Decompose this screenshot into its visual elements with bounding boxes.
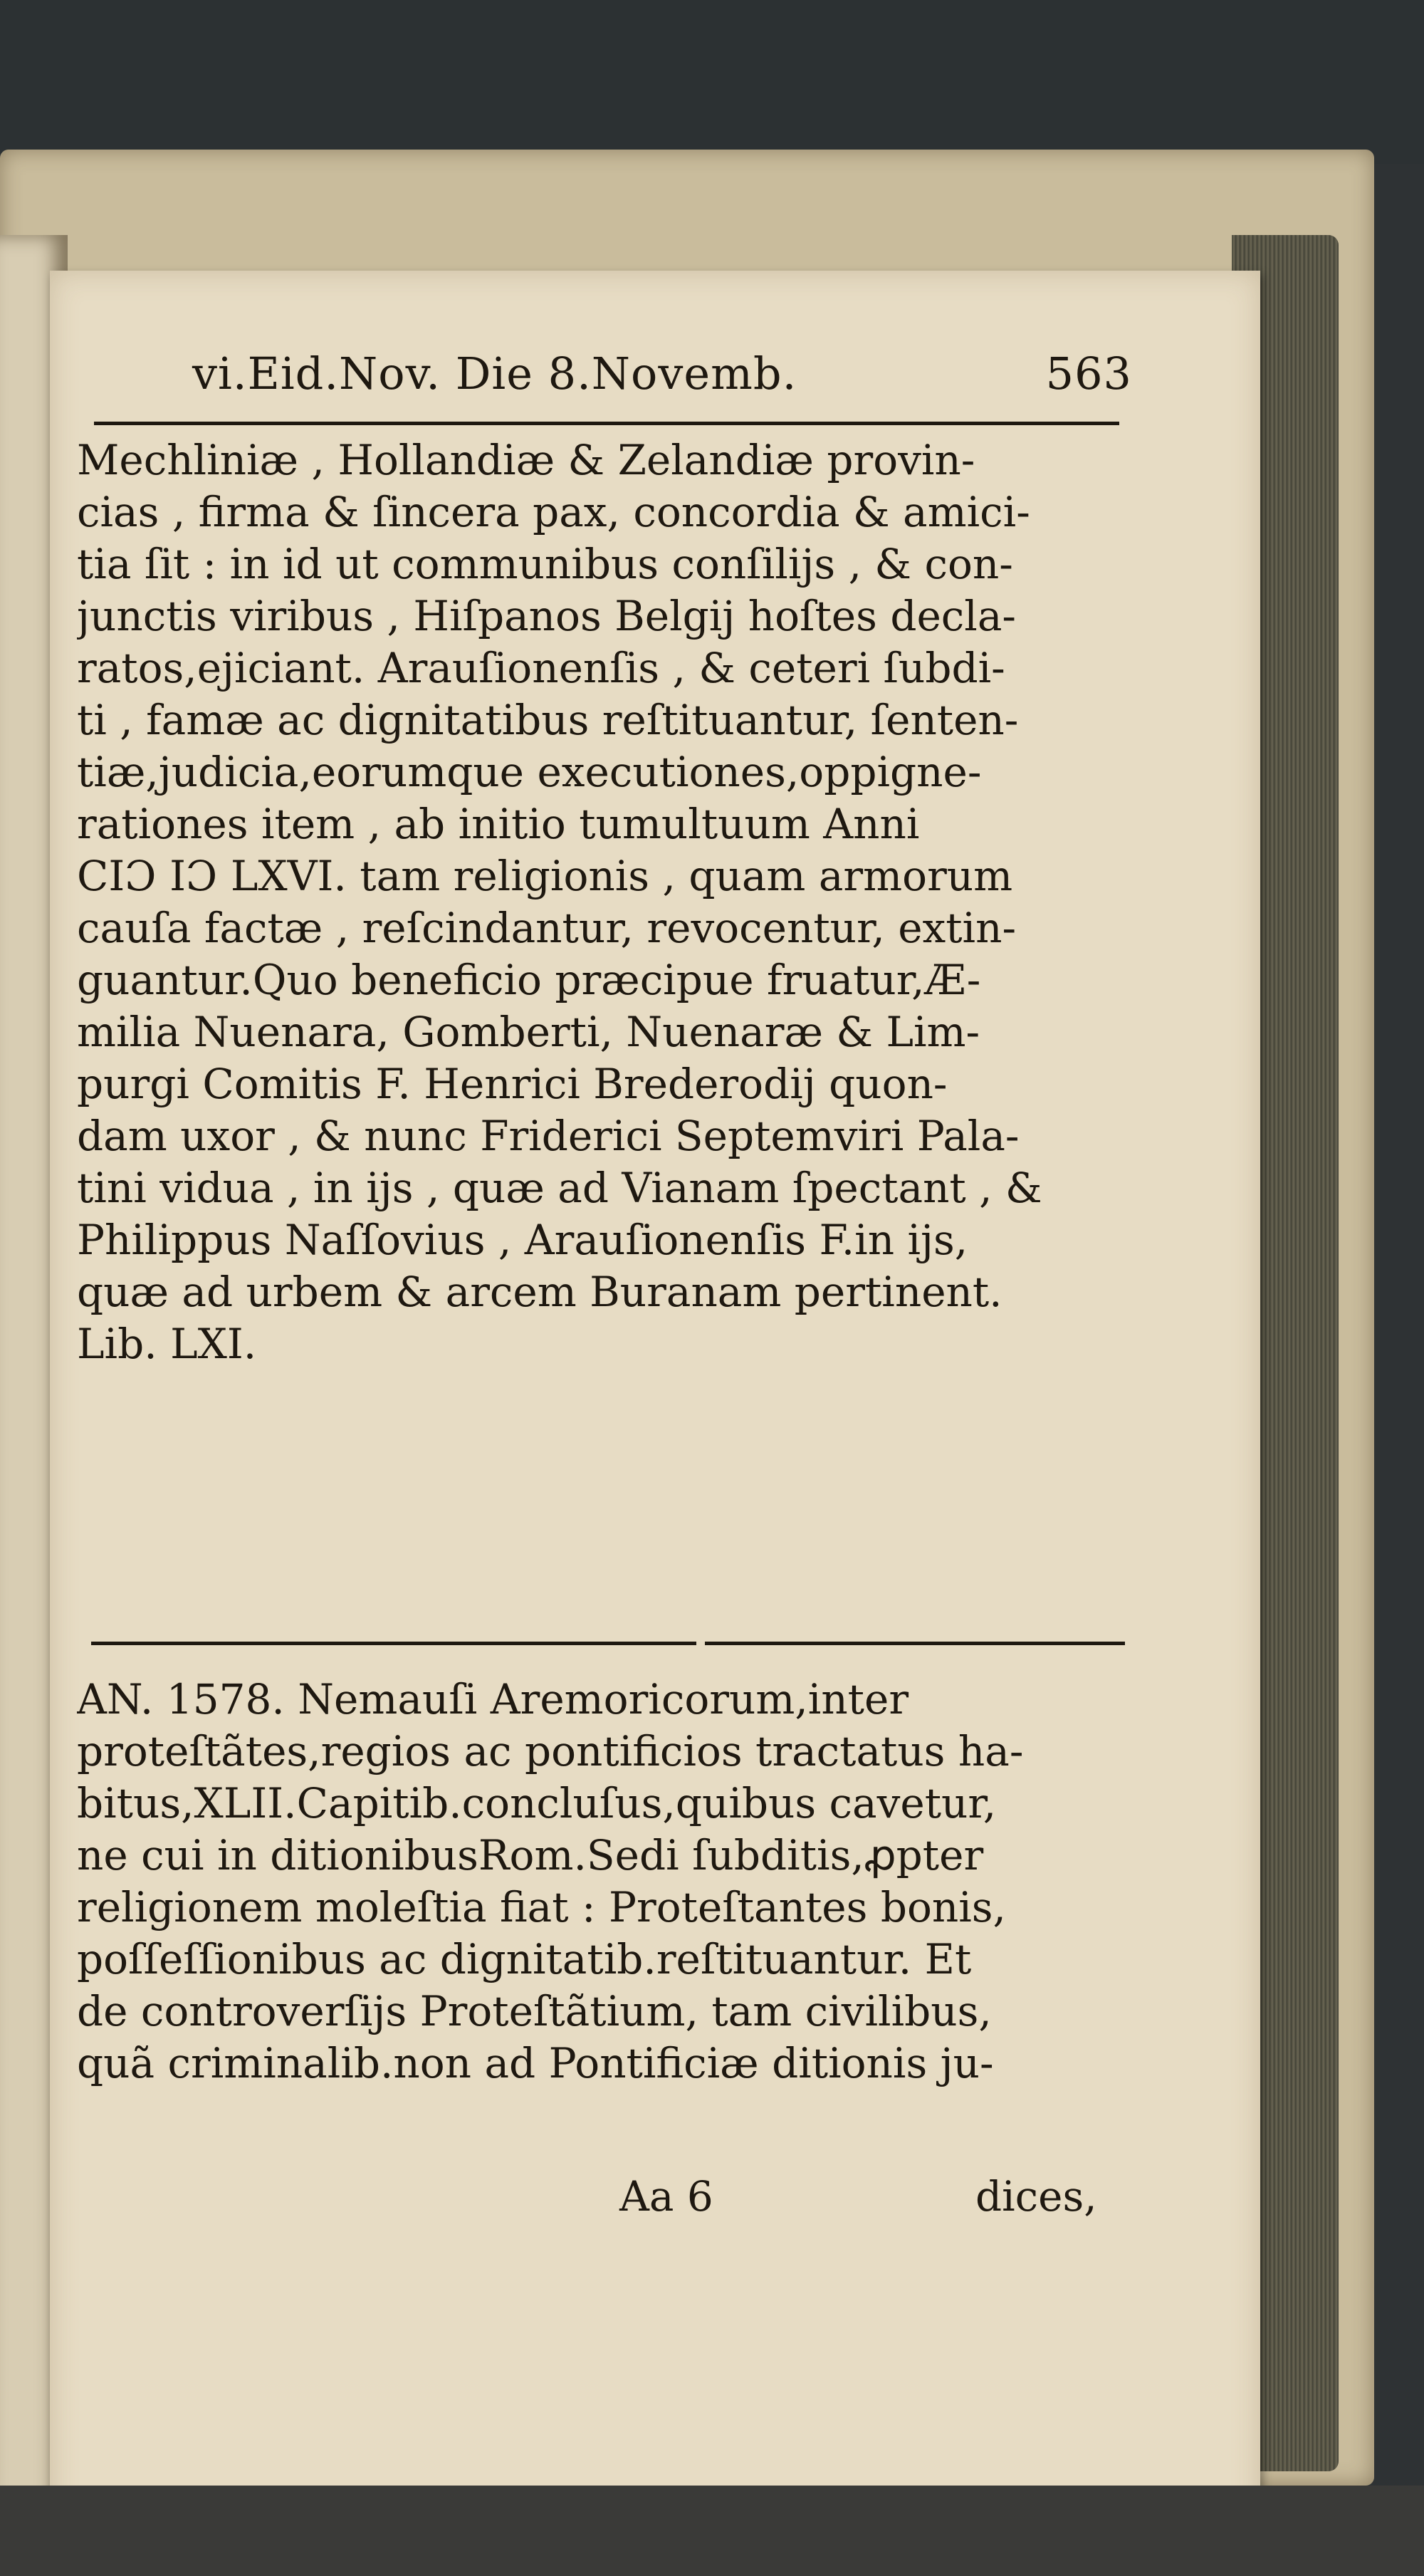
text-line: proteſtãtes,regios ac pontificios tractatus ha- (77, 1727, 1024, 1775)
section-divider-left (91, 1642, 696, 1645)
text-line: Mechliniæ , Hollandiæ & Zelandiæ provin- (77, 436, 975, 484)
text-line: quæ ad urbem & arcem Buranam pertinent. (77, 1268, 1002, 1316)
catchword: dices, (975, 2172, 1097, 2221)
text-line: ne cui in ditionibusRom.Sedi ſubditis,ꝓpter (77, 1831, 984, 1879)
text-line: Lib. LXI. (77, 1320, 257, 1368)
text-line: cias , firma & ſincera pax, concordia & amici- (77, 488, 1030, 536)
text-line: CIƆ IƆ LXVI. tam religionis , quam armorum (77, 852, 1013, 900)
text-line: purgi Comitis F. Henrici Brederodij quon- (77, 1060, 948, 1108)
text-line: ti , famæ ac dignitatibus reſtituantur, ſenten- (77, 696, 1019, 744)
background-top (0, 0, 1424, 164)
text-line: poſſeſſionibus ac dignitatib.reſtituantur. Et (77, 1935, 972, 1983)
text-line: dam uxor , & nunc Friderici Septemviri Pala- (77, 1112, 1020, 1160)
text-line: guantur.Quo beneficio præcipue fruatur,Æ- (77, 956, 981, 1004)
page-footer (605, 2172, 1146, 2236)
page-number: 563 (1045, 348, 1132, 400)
section-divider-right (705, 1642, 1125, 1645)
paragraph-one (77, 434, 1131, 1370)
text-line: AN. 1578. Nemauſi Aremoricorum,inter (77, 1675, 909, 1724)
running-head-text: vi.Eid.Nov. Die 8.Novemb. (192, 348, 797, 400)
text-line: tini vidua , in ijs , quæ ad Vianam ſpectant , & (77, 1164, 1042, 1212)
text-line: junctis viribus , Hiſpanos Belgij hoſtes decla- (77, 592, 1016, 640)
text-line: ratos,ejiciant. Arauſionenſis , & ceteri ſubdi- (77, 644, 1005, 692)
background-bottom (0, 2486, 1424, 2576)
text-line: milia Nuenara, Gomberti, Nuenaræ & Lim- (77, 1008, 980, 1056)
text-line: bitus,XLII.Capitib.concluſus,quibus cavetur, (77, 1779, 997, 1827)
signature-mark: Aa 6 (619, 2172, 713, 2221)
text-line: tia ſit : in id ut communibus conſilijs , & con- (77, 540, 1013, 588)
text-line: Philippus Naſſovius , Arauſionenſis F.in ijs, (77, 1216, 968, 1264)
text-line: cauſa factæ , reſcindantur, revocentur, extin- (77, 904, 1017, 952)
text-line: de controverſijs Proteſtãtium, tam civilibus, (77, 1987, 992, 2035)
header-rule (94, 422, 1119, 425)
text-line: quã criminalib.non ad Pontificiæ ditionis ju- (77, 2039, 994, 2087)
text-line: rationes item , ab initio tumultuum Anni (77, 800, 920, 848)
running-head (192, 348, 1132, 412)
paragraph-two (77, 1674, 1131, 2090)
text-line: tiæ,judicia,eorumque executiones,oppigne- (77, 748, 982, 796)
text-line: religionem moleſtia fiat : Proteſtantes bonis, (77, 1883, 1006, 1931)
